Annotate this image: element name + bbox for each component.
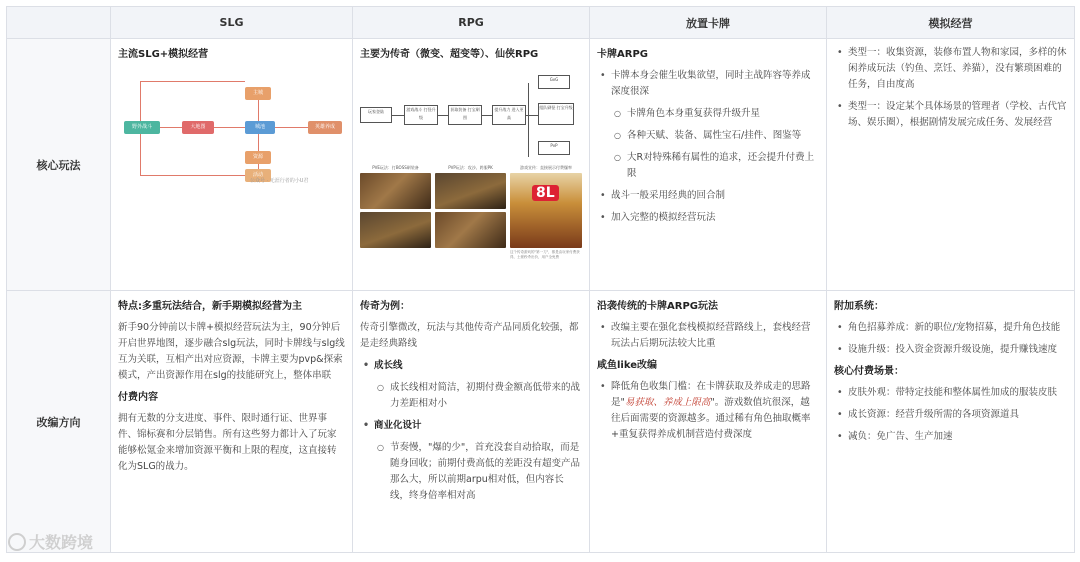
slg-core-title: 主流SLG+模拟经营 [118,49,209,60]
list-item: • 商业化设计 [360,418,582,434]
node-hero-growth: 英雄养成 [308,121,342,134]
list-item: • 成长资源：经营升级所需的各项资源道具 [834,407,1067,423]
list-item: • 角色招募养成：新的职位/宠物招募，提升角色技能 [834,320,1067,336]
watermark-text: 大数跨境 [29,533,94,552]
flow-gear: 获取装备 打宝刷图 [448,105,482,125]
shot-caption-pvp: PVP玩法：攻沙、跨服PK [448,165,493,170]
sim-adapt-list-2 [834,385,1067,445]
flow-power: 提升战力 进入更高 [492,105,526,125]
cell-card-core [590,39,827,291]
watermark-logo-icon [8,533,26,551]
list-item: ○ 成长线相对简洁，初期付费金额高低带来的战力差距相对小 [360,380,582,412]
list-item: • 减负：免广告、生产加速 [834,429,1067,445]
watermark [8,530,93,553]
card-adapt-title2: 咸鱼like改编 [597,360,658,371]
pvp-screenshot-image [435,173,506,209]
rpg-flow-diagram [360,69,585,159]
promo-ad-text: 这个传奇游戏的"第一刀"，都是由玩家付费获得，土豪秒杀出价，用户全免费 [510,250,580,259]
cell-slg-core [111,39,353,291]
flow-battle: 游戏战斗 打怪升级 [404,105,438,125]
card-adapt-item2-post: "。游戏数值坑很深，越往后面需要的资源越多。通过稀有角色抽取概率+重复获得养成机制营造付费深度 [611,397,811,440]
pve-screenshot-image [360,173,431,209]
list-item: • 战斗一般采用经典的回合制 [597,188,819,204]
list-item [597,379,819,443]
header-slg: SLG [111,7,353,39]
rpg-screenshots [360,163,582,260]
card-adapt-title: 沿袭传统的卡牌ARPG玩法 [597,301,718,312]
shot-caption-promo: 游戏宣传：直接展示付费爆率 [520,165,572,170]
cell-sim-adapt [827,291,1075,553]
node-main-city: 主城 [245,87,271,100]
rpg-core-title: 主要为传奇（微变、超变等）、仙侠RPG [360,49,539,60]
rpg-adapt-para: 传奇引擎微改，玩法与其他传奇产品同质化较强，都是走经典路线 [360,322,579,349]
list-item: • 皮肤外观：带特定技能和整体属性加成的服装皮肤 [834,385,1067,401]
row-adaptation [7,291,1075,553]
slg-adapt-title: 特点:多重玩法结合，新手期模拟经营为主 [118,301,302,312]
list-item: • 加入完整的模拟经营玩法 [597,210,819,226]
header-corner [7,7,111,39]
promo-ad-badge: 8L [532,185,559,201]
list-item: • 类型一：设定某个具体场景的管理者（学校、古代官场、娱乐圈），根据剧情发展完成任务、发展经营 [834,99,1067,131]
node-world-map: 大地图 [182,121,214,134]
list-item: ○ 卡牌角色本身重复获得升级升星 [597,106,819,122]
card-adapt-list-2 [597,379,819,443]
row-core-gameplay [7,39,1075,291]
flow-login: 玩家登陆 [360,107,392,123]
sim-core-list [834,45,1067,131]
header-rpg: RPG [353,7,590,39]
card-core-list [597,68,819,226]
sim-adapt-list-1 [834,320,1067,358]
list-item: ○ 节奏慢，"爆的少"，首充没套自动拾取，而是随身回收；前期付费高低的差距没有超变产品那么大，所以前期arpu相对低，但内容长线，终身倍率相对高 [360,440,582,504]
list-item: • 卡牌本身会催生收集欲望，同时主战阵容等养成深度很深 [597,68,819,100]
list-item: • 设施升级：投入资金资源升级设施，提升赚钱速度 [834,342,1067,358]
list-item: • 改编主要在强化套栈模拟经营路线上，套栈经营玩法占后期玩法较大比重 [597,320,819,352]
pvp-screenshot-image-2 [435,212,506,248]
header-idle-card: 放置卡牌 [590,7,827,39]
list-item: • 类型一：收集资源，装修布置人物和家园，多样的休闲养成玩法（钓鱼、烹饪、养猫），没有繁琐困难的任务，自由度高 [834,45,1067,93]
sim-adapt-title2: 核心付费场景： [834,366,904,377]
diagram-caption: 公众号 · 无涯行者的小U君 [250,178,309,184]
flow-gvg: GvG [538,75,570,89]
rpg-adapt-title: 传奇为例： [360,301,410,312]
node-resource: 资源 [245,151,271,164]
card-adapt-list-1 [597,320,819,352]
flow-team: 组队刷怪 打宝升级 [538,103,574,125]
pve-screenshot-image-2 [360,212,431,248]
list-item: ○ 各种天赋、装备、属性宝石/挂件、图鉴等 [597,128,819,144]
slg-adapt-para1: 新手90分钟前以卡牌+模拟经营玩法为主，90分钟后开启世界地图，逐步融合slg玩法，同时卡牌线与slg线互为关联，互相产出对应资源，卡牌主要为pvp&探索模式，产出资源作用在slg的技能研究上，整体串联 [118,322,345,381]
node-city: 城池 [245,121,275,134]
node-field-battle: 野外战斗 [124,121,160,134]
header-row [7,7,1075,39]
sim-adapt-title: 附加系统： [834,301,884,312]
slg-adapt-title2: 付费内容 [118,392,158,403]
cell-rpg-core [353,39,590,291]
slg-adapt-para2: 拥有无数的分支进度、事件、限时通行证、世界事件、锦标赛和分层销售。所有这些努力都计入了玩家能够松氪金来增加资源平衡和上限的程度，这直接转化为SLG的战力。 [118,413,337,472]
cell-rpg-adapt [353,291,590,553]
row-label-core: 核心玩法 [7,39,111,291]
card-adapt-item2-em: 易获取、养成上限高 [624,397,711,408]
promo-ad-image [510,173,582,248]
list-item: ○ 大R对特殊稀有属性的追求，还会提升付费上限 [597,150,819,182]
cell-sim-core [827,39,1075,291]
rpg-adapt-list [360,358,582,504]
cell-card-adapt [590,291,827,553]
node-event: 活动 [245,169,271,182]
row-label-adapt: 改编方向 [7,291,111,553]
card-adapt-item2-pre: 降低角色收集门槛：在卡牌获取及养成走的思路是" [611,381,811,408]
list-item: • 成长线 [360,358,582,374]
shot-caption-pve: PVE玩法：打BOSS刷装备 [372,165,419,170]
slg-loop-diagram [120,73,345,183]
cell-slg-adapt [111,291,353,553]
card-core-title: 卡牌ARPG [597,49,648,60]
flow-pvp: PvP [538,141,570,155]
comparison-table [6,6,1075,553]
header-simulation: 模拟经营 [827,7,1075,39]
